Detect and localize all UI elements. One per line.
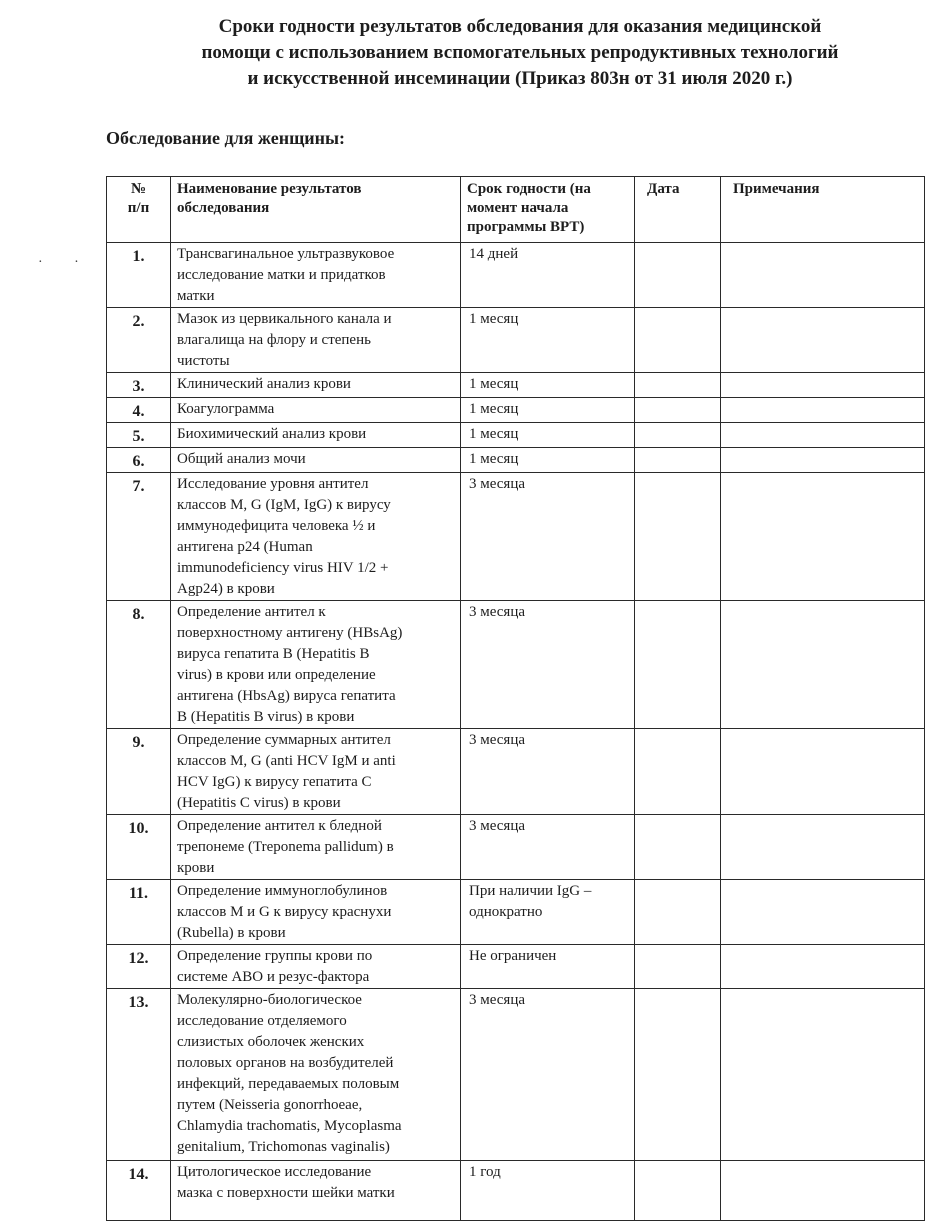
examination-name-line: мазка с поверхности шейки матки	[177, 1185, 395, 1201]
examination-name	[171, 989, 461, 1161]
validity-period	[461, 815, 635, 880]
examination-name-line: системе ABO и резус-фактора	[177, 969, 370, 985]
validity-period	[461, 729, 635, 815]
notes-cell	[721, 308, 925, 373]
validity-line: 1 месяц	[469, 401, 519, 417]
table-row	[107, 989, 925, 1161]
row-number: 8.	[107, 601, 171, 729]
row-number: 11.	[107, 880, 171, 945]
notes-cell	[721, 398, 925, 423]
table-row	[107, 423, 925, 448]
date-cell	[635, 243, 721, 308]
examination-name-line: крови	[177, 860, 215, 876]
date-cell	[635, 448, 721, 473]
date-cell	[635, 308, 721, 373]
examination-name-line: путем (Neisseria gonorrhoeae,	[177, 1097, 363, 1113]
table-row	[107, 945, 925, 989]
header-date: Дата	[635, 177, 721, 243]
table-row	[107, 729, 925, 815]
examination-name-line: Цитологическое исследование	[177, 1164, 372, 1180]
table-row	[107, 473, 925, 601]
validity-line: однократно	[469, 904, 543, 920]
table-header-row	[107, 177, 925, 243]
examination-name-line: immunodeficiency virus HIV 1/2 +	[177, 560, 389, 576]
validity-period	[461, 473, 635, 601]
examination-name-line: поверхностному антигену (HBsAg)	[177, 625, 403, 641]
examination-name-line: HCV IgG) к вирусу гепатита C	[177, 774, 372, 790]
row-number: 4.	[107, 398, 171, 423]
examination-name	[171, 1161, 461, 1221]
validity-period	[461, 945, 635, 989]
row-number: 5.	[107, 423, 171, 448]
examination-name-line: антигена (HbsAg) вируса гепатита	[177, 688, 396, 704]
validity-line: 1 месяц	[469, 426, 519, 442]
table-body	[107, 243, 925, 1221]
validity-line: 3 месяца	[469, 476, 526, 492]
notes-cell	[721, 729, 925, 815]
row-number: 6.	[107, 448, 171, 473]
examination-name-line: Молекулярно-биологическое	[177, 992, 362, 1008]
document-title	[150, 14, 890, 92]
table-row	[107, 815, 925, 880]
validity-line: 1 месяц	[469, 451, 519, 467]
row-number: 12.	[107, 945, 171, 989]
date-cell	[635, 729, 721, 815]
examination-name-line: Определение суммарных антител	[177, 732, 391, 748]
validity-period	[461, 989, 635, 1161]
validity-line: 3 месяца	[469, 604, 526, 620]
examination-name-line: (Rubella) в крови	[177, 925, 286, 941]
examination-name	[171, 308, 461, 373]
examination-name-line: Исследование уровня антител	[177, 476, 369, 492]
title-line: Сроки годности результатов обследования для оказания медицинской	[218, 16, 822, 37]
date-cell	[635, 473, 721, 601]
examination-name-line: Определение иммуноглобулинов	[177, 883, 388, 899]
validity-period	[461, 308, 635, 373]
examination-name-line: Определение антител к бледной	[177, 818, 382, 834]
notes-cell	[721, 423, 925, 448]
validity-period	[461, 398, 635, 423]
examination-name	[171, 448, 461, 473]
validity-period	[461, 1161, 635, 1221]
validity-period	[461, 373, 635, 398]
notes-cell	[721, 373, 925, 398]
examination-name-line: virus) в крови или определение	[177, 667, 376, 683]
examination-name-line: иммунодефицита человека ½ и	[177, 518, 376, 534]
table-row	[107, 448, 925, 473]
validity-line: 1 год	[469, 1164, 501, 1180]
row-number: 2.	[107, 308, 171, 373]
validity-line: 1 месяц	[469, 311, 519, 327]
examination-name-line: классов M, G (anti HCV IgM и anti	[177, 753, 396, 769]
examination-name	[171, 398, 461, 423]
notes-cell	[721, 1161, 925, 1221]
examination-name-line: (Hepatitis C virus) в крови	[177, 795, 341, 811]
validity-line: 3 месяца	[469, 992, 526, 1008]
validity-line: 14 дней	[469, 246, 519, 262]
date-cell	[635, 601, 721, 729]
date-cell	[635, 423, 721, 448]
examination-name	[171, 373, 461, 398]
table-row	[107, 1161, 925, 1221]
table-row	[107, 373, 925, 398]
examination-name-line: Определение группы крови по	[177, 948, 373, 964]
examination-name	[171, 473, 461, 601]
notes-cell	[721, 815, 925, 880]
validity-line: При наличии IgG –	[469, 883, 592, 899]
notes-cell	[721, 601, 925, 729]
row-number: 7.	[107, 473, 171, 601]
row-number: 10.	[107, 815, 171, 880]
examination-name-line: трепонеме (Treponema pallidum) в	[177, 839, 394, 855]
examination-name	[171, 601, 461, 729]
examination-name-line: чистоты	[177, 353, 230, 369]
validity-line: 3 месяца	[469, 818, 526, 834]
notes-cell	[721, 473, 925, 601]
notes-cell	[721, 880, 925, 945]
header-validity: Срок годности (на момент начала программы ВРТ)	[461, 177, 635, 243]
examination-name	[171, 945, 461, 989]
examination-name-line: влагалища на флору и степень	[177, 332, 371, 348]
notes-cell	[721, 243, 925, 308]
validity-period	[461, 880, 635, 945]
date-cell	[635, 880, 721, 945]
table-row	[107, 601, 925, 729]
header-notes: Примечания	[721, 177, 925, 243]
row-number: 13.	[107, 989, 171, 1161]
examination-name	[171, 423, 461, 448]
examination-name-line: исследование отделяемого	[177, 1013, 347, 1029]
examination-name-line: Трансвагинальное ультразвуковое	[177, 246, 395, 262]
examination-name-line: genitalium, Trichomonas vaginalis)	[177, 1139, 390, 1155]
scan-speckle: · ·	[38, 255, 93, 270]
table-row	[107, 398, 925, 423]
notes-cell	[721, 989, 925, 1161]
examination-name-line: классов M и G к вирусу краснухи	[177, 904, 392, 920]
examination-name-line: антигена p24 (Human	[177, 539, 313, 555]
row-number: 14.	[107, 1161, 171, 1221]
title-line: помощи с использованием вспомогательных репродуктивных технологий	[201, 42, 839, 63]
examination-name-line: Определение антител к	[177, 604, 326, 620]
table-row	[107, 308, 925, 373]
examination-name-line: вируса гепатита B (Hepatitis B	[177, 646, 370, 662]
examination-name-line: Биохимический анализ крови	[177, 426, 367, 442]
examination-name-line: Клинический анализ крови	[177, 376, 351, 392]
date-cell	[635, 1161, 721, 1221]
examination-name-line: половых органов на возбудителей	[177, 1055, 394, 1071]
examination-name-line: Мазок из цервикального канала и	[177, 311, 392, 327]
examination-name-line: Chlamydia trachomatis, Mycoplasma	[177, 1118, 402, 1134]
date-cell	[635, 398, 721, 423]
examination-table	[106, 176, 925, 1221]
examination-name	[171, 815, 461, 880]
validity-period	[461, 448, 635, 473]
validity-period	[461, 601, 635, 729]
title-line: и искусственной инсеминации (Приказ 803н от 31 июля 2020 г.)	[247, 68, 793, 89]
section-heading: Обследование для женщины:	[106, 128, 346, 148]
examination-name-line: B (Hepatitis B virus) в крови	[177, 709, 355, 725]
date-cell	[635, 373, 721, 398]
examination-name-line: Agp24) в крови	[177, 581, 275, 597]
examination-name-line: Коагулограмма	[177, 401, 275, 417]
examination-name-line: Общий анализ мочи	[177, 451, 306, 467]
validity-line: 1 месяц	[469, 376, 519, 392]
notes-cell	[721, 448, 925, 473]
date-cell	[635, 815, 721, 880]
notes-cell	[721, 945, 925, 989]
table-row	[107, 243, 925, 308]
examination-name-line: матки	[177, 288, 215, 304]
date-cell	[635, 989, 721, 1161]
row-number: 1.	[107, 243, 171, 308]
examination-name-line: исследование матки и придатков	[177, 267, 386, 283]
examination-name-line: классов M, G (IgM, IgG) к вирусу	[177, 497, 391, 513]
date-cell	[635, 945, 721, 989]
examination-name-line: слизистых оболочек женских	[177, 1034, 365, 1050]
header-num: № п/п	[107, 177, 171, 243]
examination-name	[171, 729, 461, 815]
validity-line: Не ограничен	[469, 948, 557, 964]
table-row	[107, 880, 925, 945]
validity-period	[461, 243, 635, 308]
row-number: 3.	[107, 373, 171, 398]
row-number: 9.	[107, 729, 171, 815]
validity-line: 3 месяца	[469, 732, 526, 748]
header-name: Наименование результатов обследования	[171, 177, 461, 243]
examination-name	[171, 243, 461, 308]
validity-period	[461, 423, 635, 448]
examination-name-line: инфекций, передаваемых половым	[177, 1076, 400, 1092]
examination-name	[171, 880, 461, 945]
